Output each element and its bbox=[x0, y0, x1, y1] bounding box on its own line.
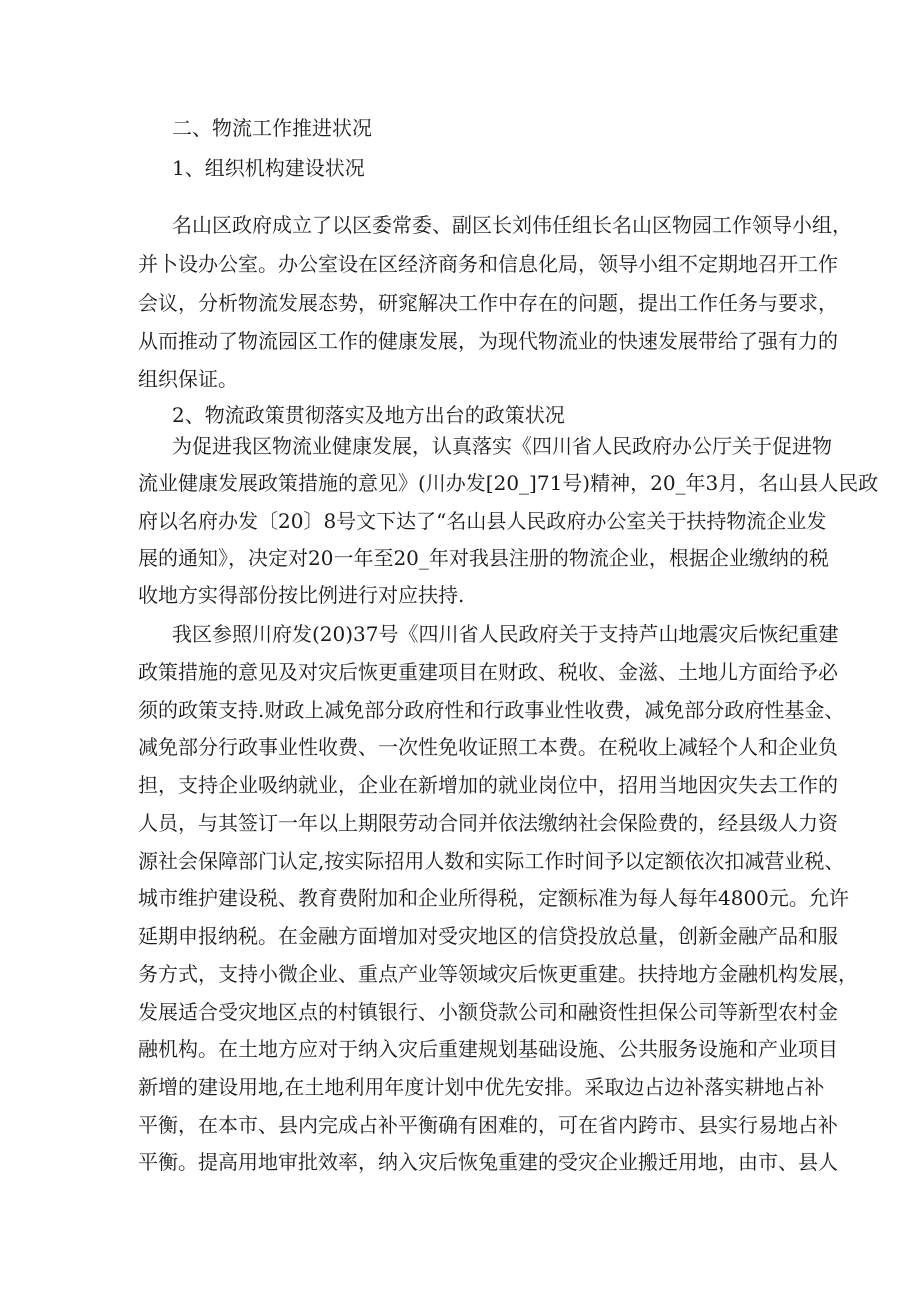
paragraph-1-line: 组织保证。 bbox=[138, 367, 238, 391]
paragraph-3-line: 政策措施的意见及对灾后恢更重建项目在财政、税收、金滋、土地儿方面给予必 bbox=[138, 660, 838, 684]
paragraph-3-line: 担，支持企业吸纳就业，企业在新增加的就业岗位中，招用当地因灾失去工作的 bbox=[138, 773, 838, 797]
paragraph-3-line: 减免部分行政事业性收费、一次性免收证照工本费。在税收上减轻个人和企业负 bbox=[138, 735, 838, 759]
paragraph-2-line: 流业健康发展政策措施的意见》(川办发[20_]71号)精神，20_年3月，名山县人民政 bbox=[138, 471, 879, 495]
paragraph-3-line: 平衡。提高用地审批效率，纳入灾后恢兔重建的受灾企业搬迁用地，由市、县人 bbox=[138, 1150, 838, 1174]
paragraph-2-line: 展的通知》，决定对20一年至20_年对我县注册的物流企业，根据企业缴纳的税 bbox=[138, 546, 829, 570]
paragraph-2-line: 收地方实得部份按比例进行对应扶持. bbox=[138, 583, 465, 607]
paragraph-1-line: 名山区政府成立了以区委常委、副区长刘伟任组长名山区物园工作领导小组， bbox=[172, 213, 852, 237]
paragraph-1-line: 从而推动了物流园区工作的健康发展，为现代物流业的快速发展带给了强有力的 bbox=[138, 329, 838, 353]
paragraph-3-line: 平衡，在本市、县内完成占补平衡确有困难的，可在省内跨市、县实行易地占补 bbox=[138, 1113, 838, 1137]
section-heading: 二、物流工作推进状况 bbox=[172, 116, 372, 140]
paragraph-2-line: 府以名府办发〔20〕8号文下达了“名山县人民政府办公室关于扶持物流企业发 bbox=[138, 509, 827, 533]
subsection-heading-2: 2、物流政策贯彻落实及地方出台的政策状况 bbox=[172, 403, 565, 427]
paragraph-3-line: 人员，与其签订一年以上期限劳动合同并依法缴纳社会保险费的，经县级人力资 bbox=[138, 811, 838, 835]
paragraph-3-line: 城市维护建设税、教育费附加和企业所得税，定额标准为每人每年4800元。允许 bbox=[138, 886, 849, 910]
paragraph-3-line: 须的政策支持.财政上减免部分政府性和行政事业性收费，减免部分政府性基金、 bbox=[138, 698, 845, 722]
paragraph-3-line: 延期申报纳税。在金融方面增加对受灾地区的信贷投放总量，创新金融产品和服 bbox=[138, 924, 838, 948]
paragraph-3-line: 源社会保障部门认定,按实际招用人数和实际工作时间予以定额依次扣减营业税、 bbox=[138, 849, 845, 873]
paragraph-1-line: 并卜设办公室。办公室设在区经济商务和信息化局，领导小组不定期地召开工作 bbox=[138, 252, 838, 276]
paragraph-3-line: 融机构。在土地方应对于纳入灾后重建规划基础设施、公共服务设施和产业项目 bbox=[138, 1037, 838, 1061]
paragraph-3-line: 新增的建设用地,在土地利用年度计划中优先安排。采取边占边补落实耕地占补 bbox=[138, 1075, 825, 1099]
paragraph-3-line: 我区参照川府发(20)37号《四川省人民政府关于支持芦山地震灾后恢纪重建 bbox=[172, 622, 839, 646]
paragraph-2-line: 为促进我区物流业健康发展，认真落实《四川省人民政府办公厅关于促进物 bbox=[172, 434, 832, 458]
paragraph-3-line: 发展适合受灾地区点的村镇银行、小额贷款公司和融资性担保公司等新型农村金 bbox=[138, 1000, 838, 1024]
subsection-heading-1: 1、组织机构建设状况 bbox=[172, 156, 365, 180]
paragraph-3-line: 务方式，支持小微企业、重点产业等领域灾后恢更重建。扶持地方金融机构发展， bbox=[138, 962, 858, 986]
paragraph-1-line: 会议，分析物流发展态势，研窕解决工作中存在的问题，提出工作任务与要求， bbox=[138, 291, 838, 315]
